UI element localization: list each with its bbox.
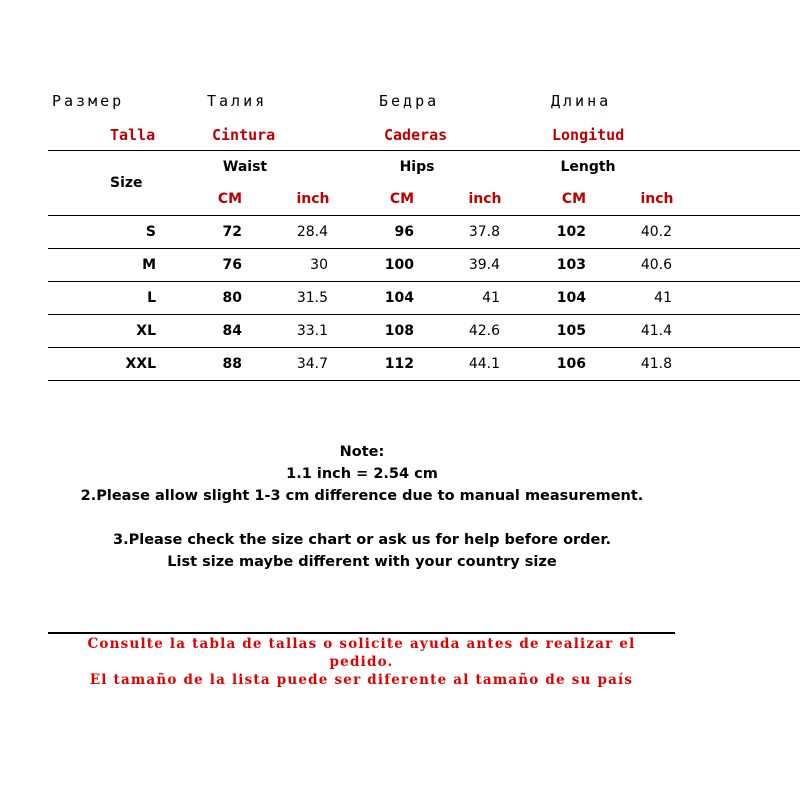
- waist-inch-value: 30: [310, 257, 328, 273]
- header-ru-length: Длина: [551, 92, 612, 110]
- hips-cm-value: 112: [384, 356, 414, 372]
- header-ru-hips: Бедра: [379, 92, 440, 110]
- waist-cm-value: 84: [222, 323, 242, 339]
- spanish-note-divider: [48, 632, 675, 634]
- length-cm-value: 102: [556, 224, 586, 240]
- row-divider: [48, 314, 800, 315]
- length-cm-value: 106: [556, 356, 586, 372]
- table-top-border: [48, 150, 800, 151]
- header-es-hips: Caderas: [384, 126, 448, 144]
- hips-cm-value: 104: [384, 290, 414, 306]
- hips-inch-value: 39.4: [468, 257, 500, 273]
- waist-cm-value: 88: [222, 356, 242, 372]
- note-line-1: 1.1 inch = 2.54 cm: [286, 466, 438, 482]
- waist-cm-value: 76: [222, 257, 242, 273]
- length-cm-value: 105: [556, 323, 586, 339]
- size-value: S: [145, 224, 156, 240]
- length-inch-value: 41.4: [640, 323, 672, 339]
- row-divider: [48, 248, 800, 249]
- hips-inch-value: 44.1: [468, 356, 500, 372]
- size-value: XXL: [125, 356, 156, 372]
- hips-cm-value: 96: [394, 224, 414, 240]
- spanish-note-line-1: Consulte la tabla de tallas o solicite ayuda antes de realizar el: [87, 636, 636, 652]
- hips-inch-unit: inch: [468, 191, 502, 207]
- note-title: Note:: [339, 444, 385, 460]
- waist-inch-value: 33.1: [296, 323, 328, 339]
- hips-cm-unit: CM: [389, 191, 415, 207]
- length-inch-value: 40.2: [640, 224, 672, 240]
- header-es-waist: Cintura: [212, 126, 276, 144]
- length-cm-value: 103: [556, 257, 586, 273]
- size-value: XL: [136, 323, 156, 339]
- size-value: L: [147, 290, 156, 306]
- length-inch-unit: inch: [640, 191, 674, 207]
- hips-inch-value: 42.6: [468, 323, 500, 339]
- note-line-2: 2.Please allow slight 1-3 cm difference due to manual measurement.: [80, 488, 644, 504]
- waist-inch-value: 28.4: [296, 224, 328, 240]
- waist-cm-unit: CM: [217, 191, 243, 207]
- hips-cm-value: 108: [384, 323, 414, 339]
- header-ru-size: Размер: [52, 92, 125, 110]
- waist-column-header: Waist: [222, 159, 268, 175]
- hips-inch-value: 41: [482, 290, 500, 306]
- spanish-note-line-3: El tamaño de la lista puede ser diferente al tamaño de su país: [89, 672, 634, 688]
- hips-column-header: Hips: [399, 159, 435, 175]
- note-line-4: List size maybe different with your country size: [167, 554, 557, 570]
- length-inch-value: 41.8: [640, 356, 672, 372]
- waist-cm-value: 72: [222, 224, 242, 240]
- row-divider: [48, 281, 800, 282]
- length-inch-value: 41: [654, 290, 672, 306]
- table-header-border: [48, 215, 800, 216]
- hips-cm-value: 100: [384, 257, 414, 273]
- header-ru-waist: Талия: [207, 92, 268, 110]
- length-column-header: Length: [560, 159, 616, 175]
- header-es-length: Longitud: [552, 126, 625, 144]
- header-es-size: Talla: [110, 126, 156, 144]
- size-value: M: [142, 257, 156, 273]
- table-bottom-border: [48, 380, 800, 381]
- row-divider: [48, 347, 800, 348]
- spanish-note-line-2: pedido.: [329, 654, 394, 670]
- length-cm-unit: CM: [561, 191, 587, 207]
- length-cm-value: 104: [556, 290, 586, 306]
- waist-inch-value: 34.7: [296, 356, 328, 372]
- size-column-header: Size: [110, 175, 143, 191]
- note-line-3: 3.Please check the size chart or ask us for help before order.: [113, 532, 611, 548]
- waist-cm-value: 80: [222, 290, 242, 306]
- hips-inch-value: 37.8: [468, 224, 500, 240]
- waist-inch-unit: inch: [296, 191, 330, 207]
- waist-inch-value: 31.5: [296, 290, 328, 306]
- length-inch-value: 40.6: [640, 257, 672, 273]
